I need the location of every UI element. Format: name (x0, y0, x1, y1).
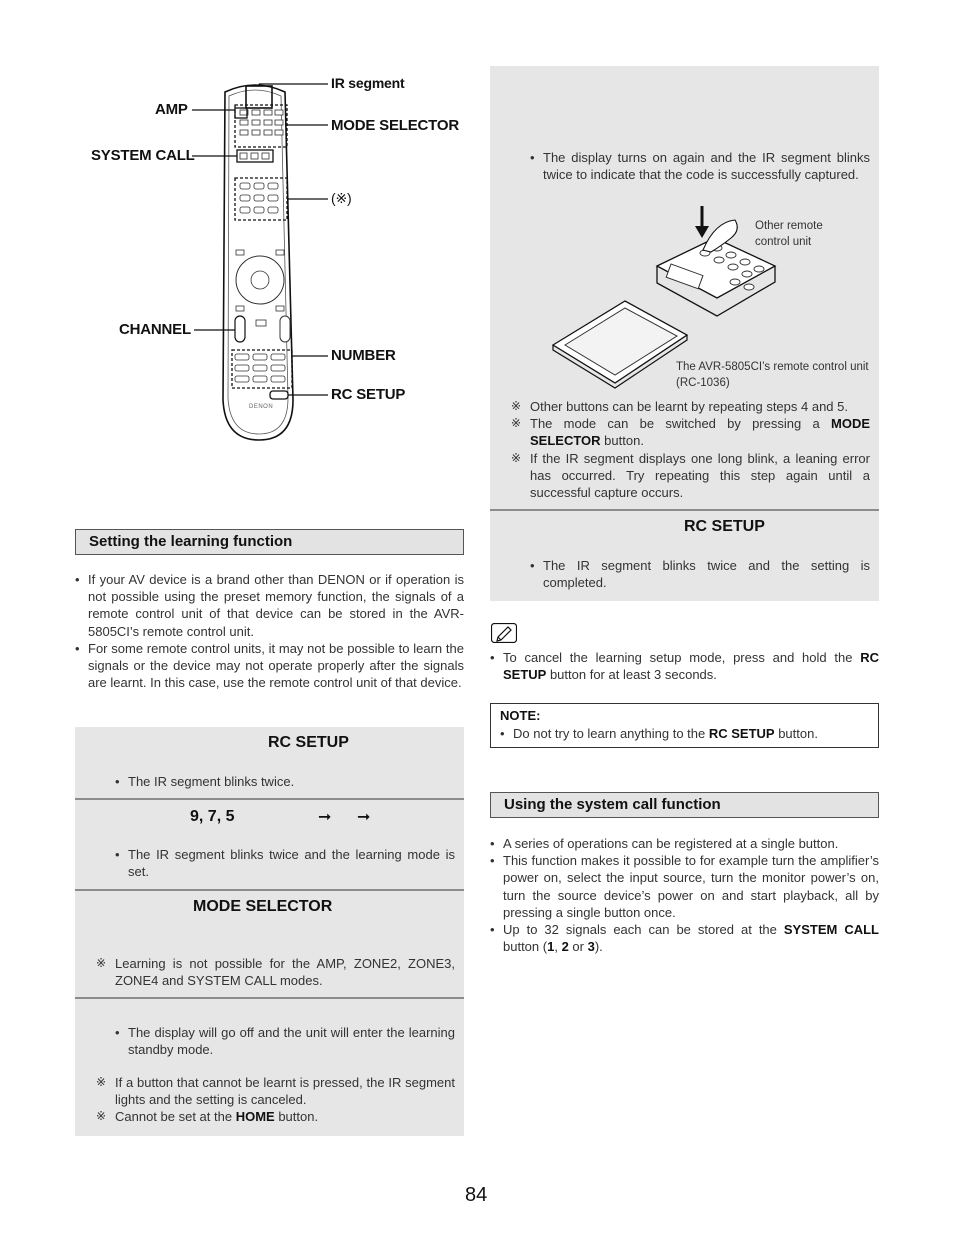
pencil-icon (491, 623, 517, 643)
step-separator-2 (75, 889, 464, 891)
step3-title: MODE SELECTOR (193, 898, 333, 915)
system-call-body (490, 835, 879, 955)
step1-title: RC SETUP (268, 734, 349, 751)
label-ir-segment: IR segment (331, 75, 405, 91)
sc-b3-sep1: , (554, 939, 562, 955)
step5-note-2 (511, 415, 870, 449)
step4-notes (96, 1074, 455, 1126)
step5-note-1: ※ Other buttons can be learnt by repeating steps 4 and 5. (511, 398, 870, 415)
system-call-bullet-2: • This function makes it possible to for example turn the amplifier’s power on, select the input source, turn the monitor power’s on, turn the source device’s power on and start playback, all by pressing a single button once. (490, 852, 879, 921)
label-rc-setup: RC SETUP (331, 386, 406, 403)
page-number: 84 (465, 1184, 488, 1206)
memo-bullet-post: button for at least 3 seconds. (546, 667, 717, 683)
step5-note-3: ※ If the IR segment displays one long blink, a leaning error has occurred. Try repeating this step again until a successful capture occurs. (511, 450, 870, 502)
memo-body (490, 649, 879, 683)
note-bullet (500, 725, 873, 742)
home-button-key: HOME (235, 1109, 275, 1125)
step4-body (115, 1024, 455, 1058)
sc-b3-sep2: or (568, 939, 588, 955)
step6-bullet: • The IR segment blinks twice and the setting is completed. (530, 557, 870, 591)
learning-intro (75, 571, 464, 691)
step2-body (115, 846, 455, 880)
step4-note-2 (96, 1108, 455, 1125)
note-title: NOTE: (500, 708, 541, 723)
label-mode-selector: MODE SELECTOR (331, 117, 459, 134)
label-amp: AMP (155, 101, 188, 118)
step4-bullet: • The display will go off and the unit will enter the learning standby mode. (115, 1024, 455, 1058)
step5-note-2-pre: The mode can be switched by pressing a (530, 416, 831, 432)
remote-brand-logo: DENON (249, 404, 274, 410)
note-box (490, 703, 879, 748)
system-call-key: SYSTEM CALL (783, 922, 879, 938)
step1-body (115, 773, 455, 790)
section-heading-system-call (490, 792, 879, 818)
step2-title: 9, 7, 5 (190, 808, 235, 825)
rc-setup-key-memo: RC SETUP (503, 650, 879, 683)
note-bullet-pre: Do not try to learn anything to the (513, 726, 709, 741)
illus-label-other-remote: Other remote control unit (755, 220, 823, 248)
system-call-bullet-1: • A series of operations can be registered at a single button. (490, 835, 879, 852)
label-asterisk: (※) (331, 190, 352, 206)
step3-body (96, 955, 455, 989)
label-channel: CHANNEL (119, 321, 191, 338)
step4-note-1: ※ If a button that cannot be learnt is pressed, the IR segment lights and the setting is canceled. (96, 1074, 455, 1108)
step5-body (530, 149, 870, 183)
step5-bullet: • The display turns on again and the IR segment blinks twice to indicate that the code is successfully captured. (530, 149, 870, 183)
memo-bullet (490, 649, 879, 683)
step2-arrow-2: ➞ (357, 809, 371, 826)
mode-selector-key: MODE SELECTOR (530, 416, 870, 449)
step6-title: RC SETUP (684, 518, 765, 535)
sc-b3-n2: 2 (561, 939, 569, 955)
step6-body (530, 557, 870, 591)
sc-b3-end: ). (594, 939, 603, 955)
learning-bullet-2: • For some remote control units, it may not be possible to learn the signals or the device may not operate properly after the signals are learnt. In this case, use the remote control unit of that device. (75, 640, 464, 692)
sc-b3-mid: button ( (503, 939, 548, 955)
sc-b3-n1: 1 (547, 939, 555, 955)
memo-bullet-pre: To cancel the learning setup mode, press and hold the (503, 650, 861, 665)
step4-note-2-pre: Cannot be set at the (115, 1109, 236, 1125)
step1-bullet: • The IR segment blinks twice. (115, 773, 455, 790)
note-bullet-post: button. (774, 726, 818, 741)
system-call-bullet-3 (490, 921, 879, 955)
section-heading-system-call-text: Using the system call function (504, 796, 721, 813)
section-heading-learning-text: Setting the learning function (89, 533, 293, 550)
step4-note-2-post: button. (274, 1109, 319, 1125)
step2-bullet: • The IR segment blinks twice and the learning mode is set. (115, 846, 455, 880)
step3-note: ※ Learning is not possible for the AMP, ZONE2, ZONE3, ZONE4 and SYSTEM CALL modes. (96, 955, 455, 989)
learning-bullet-1: • If your AV device is a brand other than DENON or if operation is not possible using the preset memory function, the signals of a remote control unit of that device can be stored in the AVR-5805CI’s remote control unit. (75, 571, 464, 640)
step-separator-3 (75, 997, 464, 999)
sc-b3-pre: Up to 32 signals each can be stored at the (503, 922, 784, 938)
illus-label-avr-remote: The AVR-5805CI’s remote control unit (RC-1036) (676, 361, 869, 389)
label-number: NUMBER (331, 347, 396, 364)
step-separator-1 (75, 798, 464, 800)
pencil-icon-svg (491, 623, 517, 643)
step5-notes (511, 398, 870, 501)
label-system-call: SYSTEM CALL (91, 147, 195, 164)
sc-b3-n3: 3 (587, 939, 595, 955)
step5-note-2-post: button. (600, 433, 644, 449)
step2-arrow-1: ➞ (318, 809, 332, 826)
rc-setup-key-note: RC SETUP (708, 726, 775, 741)
section-heading-learning (75, 529, 464, 555)
step-separator-4 (490, 509, 879, 511)
